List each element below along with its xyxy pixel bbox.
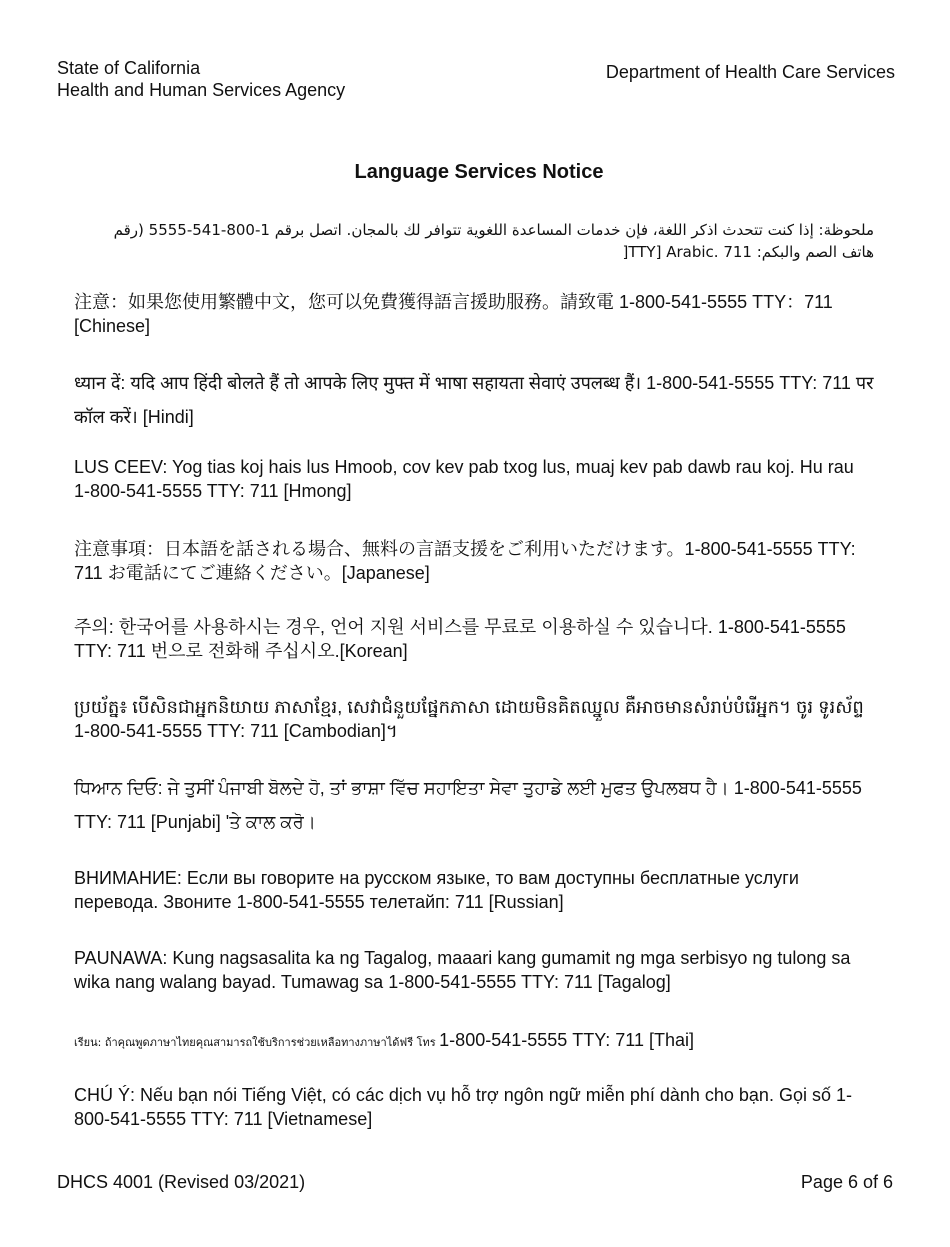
notice-arabic-line-2: هاتف الصم والبكم: 711 .TTY] Arabic[ bbox=[622, 243, 874, 261]
state-name: State of California bbox=[57, 58, 201, 78]
notice-punjabi: ਧਿਆਨ ਦਿਓ: ਜੇ ਤੁਸੀਂ ਪੰਜਾਬੀ ਬੋਲਦੇ ਹੋ, ਤਾਂ ਭਾਸ਼ਾ ਵਿੱਚ ਸਹਾਇਤਾ ਸੇਵਾ ਤੁਹਾਡੇ ਲਈ ਮੁਫਤ ਉਪਲਬਧ ਹੈ। 1-800-541-5555 TTY: 711 [Punjabi] 'ਤੇ ਕਾਲ ਕਰੋ। bbox=[74, 778, 862, 832]
form-number: DHCS 4001 (Revised 03/2021) bbox=[57, 1172, 306, 1192]
page-number: Page 6 of 6 bbox=[800, 1172, 893, 1192]
notice-tagalog: PAUNAWA: Kung nagsasalita ka ng Tagalog, maaari kang gumamit ng mga serbisyo ng tulong sa wika nang walang bayad. Tumawag sa 1-800-541-5555 TTY: 711 [Tagalog] bbox=[74, 948, 851, 992]
agency-header bbox=[57, 57, 345, 101]
notice-arabic-line-1: ملحوظة: إذا كنت تتحدث اذكر اللغة، فإن خدمات المساعدة اللغوية تتوافر لك بالمجان. اتصل برقم 1-800-541-5555 (رقم bbox=[113, 221, 874, 239]
page-title: Language Services Notice bbox=[354, 161, 604, 183]
notice-thai bbox=[74, 1028, 874, 1055]
notice-hindi: ध्यान दें: यदि आप हिंदी बोलते हैं तो आपके लिए मुफ्त में भाषा सहायता सेवाएं उपलब्ध हैं। 1-800-541-5555 TTY: 711 पर कॉल करें। [Hindi] bbox=[74, 373, 874, 427]
notice-korean: 주의: 한국어를 사용하시는 경우, 언어 지원 서비스를 무료로 이용하실 수 있습니다. 1-800-541-5555 TTY: 711 번으로 전화해 주십시오.[Korean] bbox=[74, 617, 846, 661]
notice-cambodian: ប្រយ័ត្ន៖ បើសិនជាអ្នកនិយាយ ភាសាខ្មែរ, សេវាជំនួយផ្នែកភាសា ដោយមិនគិតឈ្នួល គឺអាចមានសំរាប់បំរើអ្នក។ ចូរ ទូរស័ព្ទ 1-800-541-5555 TTY: 711 [Cambodian]។ bbox=[74, 697, 864, 741]
department-name: Department of Health Care Services bbox=[605, 62, 895, 82]
notice-vietnamese: CHÚ Ý: Nếu bạn nói Tiếng Việt, có các dịch vụ hỗ trợ ngôn ngữ miễn phí dành cho bạn. Gọi số 1-800-541-5555 TTY: 711 [Vietnamese] bbox=[74, 1085, 852, 1129]
notice-thai-contact: 1-800-541-5555 TTY: 711 [Thai] bbox=[439, 1030, 694, 1050]
notice-hmong: LUS CEEV: Yog tias koj hais lus Hmoob, cov kev pab txog lus, muaj kev pab dawb rau koj. Hu rau 1-800-541-5555 TTY: 711 [Hmong] bbox=[74, 457, 854, 501]
notice-thai-text: เรียน: ถ้าคุณพูดภาษาไทยคุณสามารถใช้บริการช่วยเหลือทางภาษาได้ฟรี โทร bbox=[74, 1036, 440, 1049]
notice-chinese: 注意：如果您使用繁體中文，您可以免費獲得語言援助服務。請致電 1-800-541-5555 TTY：711 [Chinese] bbox=[74, 292, 833, 336]
agency-name: Health and Human Services Agency bbox=[57, 80, 346, 100]
notice-russian: ВНИМАНИЕ: Если вы говорите на русском языке, то вам доступны бесплатные услуги перевода. Звоните 1-800-541-5555 телетайп: 711 [Russian] bbox=[74, 868, 799, 912]
notice-japanese: 注意事項：日本語を話される場合、無料の言語支援をご利用いただけます。1-800-541-5555 TTY: 711 お電話にてご連絡ください。[Japanese] bbox=[74, 539, 856, 583]
notice-arabic bbox=[72, 219, 874, 263]
